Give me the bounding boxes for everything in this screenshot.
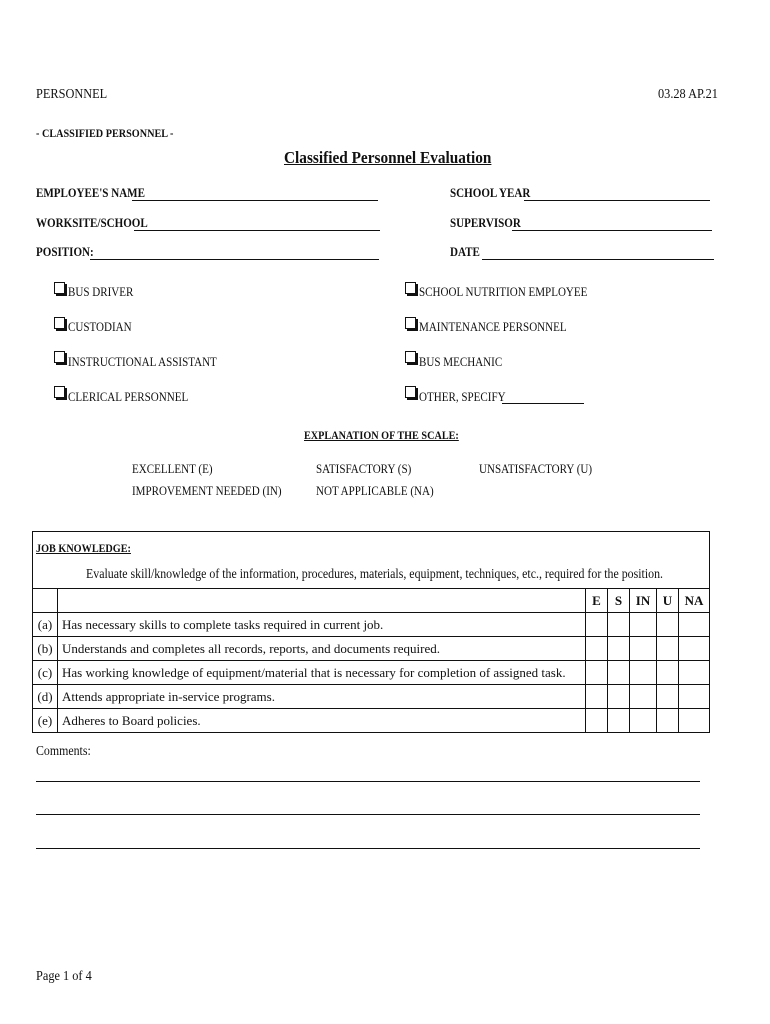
position-label: POSITION: xyxy=(36,244,94,259)
employee-name-label: EMPLOYEE'S NAME xyxy=(36,185,145,200)
rating-cell-u[interactable] xyxy=(657,685,679,709)
item-text: Attends appropriate in-service programs. xyxy=(58,685,586,709)
rating-cell-na[interactable] xyxy=(679,661,710,685)
school-nutrition-label: SCHOOL NUTRITION EMPLOYEE xyxy=(419,284,588,299)
page-number: Page 1 of 4 xyxy=(36,969,92,984)
item-text: Understands and completes all records, reports, and documents required. xyxy=(58,637,586,661)
rating-header-u: U xyxy=(657,589,679,613)
job-knowledge-heading: JOB KNOWLEDGE: xyxy=(36,541,131,555)
rating-header-s: S xyxy=(608,589,630,613)
school-year-field[interactable] xyxy=(524,200,710,201)
instructional-assistant-checkbox[interactable] xyxy=(54,351,65,363)
item-letter: (a) xyxy=(33,613,58,637)
rating-cell-e[interactable] xyxy=(586,613,608,637)
school-nutrition-checkbox[interactable] xyxy=(405,282,416,294)
bus-driver-checkbox[interactable] xyxy=(54,282,65,294)
other-specify-label: OTHER, SPECIFY xyxy=(419,389,506,404)
rating-header-in: IN xyxy=(630,589,657,613)
item-letter: (e) xyxy=(33,709,58,733)
date-label: DATE xyxy=(450,244,480,259)
item-text: Has necessary skills to complete tasks required in current job. xyxy=(58,613,586,637)
maintenance-personnel-checkbox[interactable] xyxy=(405,317,416,329)
rating-cell-na[interactable] xyxy=(679,685,710,709)
employee-name-field[interactable] xyxy=(132,200,378,201)
table-row xyxy=(33,613,710,637)
rating-cell-s[interactable] xyxy=(608,637,630,661)
rating-cell-na[interactable] xyxy=(679,709,710,733)
comments-line-2[interactable] xyxy=(36,814,700,815)
item-text: Has working knowledge of equipment/material that is necessary for completion of assigned task. xyxy=(58,661,586,685)
item-letter: (b) xyxy=(33,637,58,661)
rating-cell-na[interactable] xyxy=(679,637,710,661)
scale-not-applicable: NOT APPLICABLE (NA) xyxy=(316,483,434,498)
scale-satisfactory: SATISFACTORY (S) xyxy=(316,461,412,476)
rating-cell-e[interactable] xyxy=(586,637,608,661)
school-year-label: SCHOOL YEAR xyxy=(450,185,531,200)
other-specify-checkbox[interactable] xyxy=(405,386,416,398)
table-row xyxy=(33,709,710,733)
clerical-personnel-label: CLERICAL PERSONNEL xyxy=(68,389,189,404)
rating-cell-s[interactable] xyxy=(608,709,630,733)
scale-unsatisfactory: UNSATISFACTORY (U) xyxy=(479,461,593,476)
position-field[interactable] xyxy=(90,259,379,260)
comments-line-1[interactable] xyxy=(36,781,700,782)
instructional-assistant-label: INSTRUCTIONAL ASSISTANT xyxy=(68,354,217,369)
rating-cell-in[interactable] xyxy=(630,661,657,685)
rating-cell-u[interactable] xyxy=(657,613,679,637)
rating-cell-u[interactable] xyxy=(657,661,679,685)
clerical-personnel-checkbox[interactable] xyxy=(54,386,65,398)
rating-cell-s[interactable] xyxy=(608,661,630,685)
rating-cell-e[interactable] xyxy=(586,661,608,685)
header-blank-cell xyxy=(58,589,586,613)
scale-excellent: EXCELLENT (E) xyxy=(132,461,213,476)
supervisor-field[interactable] xyxy=(512,230,712,231)
other-specify-field[interactable] xyxy=(502,403,584,404)
header-subheader: - CLASSIFIED PERSONNEL - xyxy=(36,126,174,140)
scale-heading: EXPLANATION OF THE SCALE: xyxy=(304,428,459,442)
rating-header-na: NA xyxy=(679,589,710,613)
table-row xyxy=(33,685,710,709)
rating-cell-u[interactable] xyxy=(657,709,679,733)
maintenance-personnel-label: MAINTENANCE PERSONNEL xyxy=(419,319,567,334)
header-blank-cell xyxy=(33,589,58,613)
comments-label: Comments: xyxy=(36,743,91,758)
comments-line-3[interactable] xyxy=(36,848,700,849)
item-text: Adheres to Board policies. xyxy=(58,709,586,733)
bus-mechanic-checkbox[interactable] xyxy=(405,351,416,363)
rating-cell-u[interactable] xyxy=(657,637,679,661)
rating-cell-na[interactable] xyxy=(679,613,710,637)
rating-cell-s[interactable] xyxy=(608,685,630,709)
bus-driver-label: BUS DRIVER xyxy=(68,284,134,299)
supervisor-label: SUPERVISOR xyxy=(450,215,521,230)
rating-cell-in[interactable] xyxy=(630,613,657,637)
job-knowledge-table xyxy=(32,588,710,733)
header-policy-number: 03.28 AP.21 xyxy=(658,87,718,102)
table-row xyxy=(33,661,710,685)
scale-improvement-needed: IMPROVEMENT NEEDED (IN) xyxy=(132,483,282,498)
bus-mechanic-label: BUS MECHANIC xyxy=(419,354,503,369)
item-letter: (d) xyxy=(33,685,58,709)
table-header-row xyxy=(33,589,710,613)
table-row xyxy=(33,637,710,661)
item-letter: (c) xyxy=(33,661,58,685)
header-section-label: PERSONNEL xyxy=(36,87,108,102)
job-knowledge-description: Evaluate skill/knowledge of the information, procedures, materials, equipment, techniques, etc., required for the position. xyxy=(86,566,664,581)
custodian-label: CUSTODIAN xyxy=(68,319,132,334)
page-title: Classified Personnel Evaluation xyxy=(284,148,492,167)
rating-cell-e[interactable] xyxy=(586,709,608,733)
custodian-checkbox[interactable] xyxy=(54,317,65,329)
rating-cell-e[interactable] xyxy=(586,685,608,709)
rating-cell-in[interactable] xyxy=(630,637,657,661)
date-field[interactable] xyxy=(482,259,714,260)
worksite-label: WORKSITE/SCHOOL xyxy=(36,215,148,230)
worksite-field[interactable] xyxy=(134,230,380,231)
rating-cell-in[interactable] xyxy=(630,709,657,733)
rating-header-e: E xyxy=(586,589,608,613)
rating-cell-s[interactable] xyxy=(608,613,630,637)
rating-cell-in[interactable] xyxy=(630,685,657,709)
